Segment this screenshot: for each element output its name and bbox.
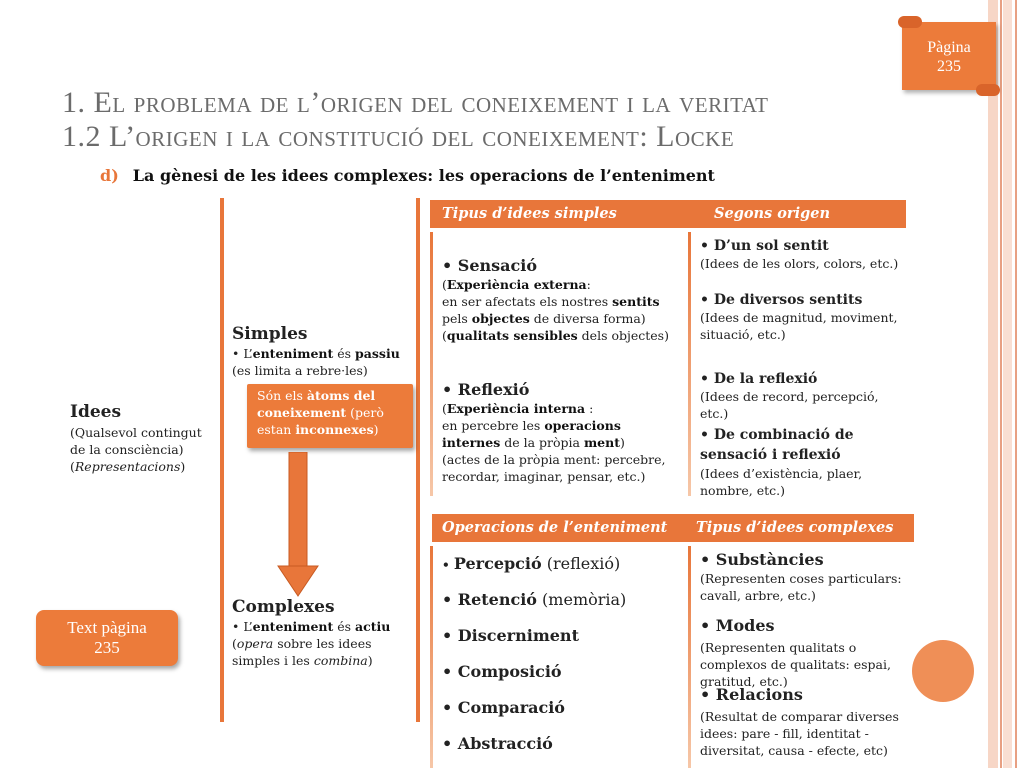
reflexio-line-3 xyxy=(442,434,686,451)
sensacio-l3a: pels xyxy=(442,311,472,326)
simples-block xyxy=(232,324,412,379)
operation-item: • Discerniment xyxy=(442,626,579,645)
complex-type-3-title: • Relacions xyxy=(700,685,803,704)
complexes-line-1 xyxy=(232,618,416,635)
bottom-header-left: Operacions de l’enteniment xyxy=(442,519,668,536)
operation-name-3: Discerniment xyxy=(457,626,579,645)
atoms-line-2 xyxy=(257,404,413,421)
reflexio-line-1: (Experiència interna : xyxy=(442,401,594,416)
atoms-b3: inconnexes xyxy=(295,422,374,437)
bottom-header-right: Tipus d’idees complexes xyxy=(696,519,894,536)
title-line-2: 1.2 L’origen i la constitució del coneixement: Locke xyxy=(62,120,735,153)
sensacio-l1b: Experiència externa xyxy=(446,277,587,292)
complex-type-3 xyxy=(700,685,914,759)
middle-vertical-line xyxy=(416,198,420,722)
ideas-desc-2: de la consciència) xyxy=(70,442,184,457)
sensacio-title: • Sensació xyxy=(442,256,538,275)
atoms-b1: àtoms del xyxy=(306,388,376,403)
complex-type-3-desc: (Resultat de comparar diverses idees: pare - fill, identitat - diversitat, causa - efecte, etc) xyxy=(700,709,899,758)
sensacio-l3b: objectes xyxy=(471,311,530,326)
stripe-light-2 xyxy=(1003,0,1012,768)
ideas-desc-3: (Representacions) xyxy=(70,459,186,474)
complexes-combina: combina xyxy=(313,653,368,668)
sensacio-line-3 xyxy=(442,310,686,327)
simples-title: Simples xyxy=(232,324,308,344)
sensacio-l2a: en ser afectats els nostres xyxy=(442,294,613,309)
reflexio-line-5: recordar, imaginar, pensar, etc.) xyxy=(442,469,646,484)
complex-type-2-title: • Modes xyxy=(700,616,775,635)
badge-curl-bottom xyxy=(976,84,1000,96)
complexes-pre: • L’ xyxy=(232,619,253,634)
bottom-table-left-bar xyxy=(430,546,433,768)
complexes-title: Complexes xyxy=(232,597,335,617)
complexes-actiu: actiu xyxy=(355,619,391,634)
top-table-mid-bar xyxy=(688,232,691,496)
ideas-block xyxy=(70,402,220,475)
complex-type-1-desc: (Representen coses particulars: cavall, arbre, etc.) xyxy=(700,571,902,603)
operation-paren-1: (reflexió) xyxy=(541,554,621,573)
origin-item-2-desc: (Idees de magnitud, moviment, situació, etc.) xyxy=(700,310,898,342)
left-vertical-line xyxy=(220,198,224,722)
origin-item-2 xyxy=(700,292,910,343)
sensacio-block xyxy=(442,256,686,344)
complexes-enteniment: enteniment xyxy=(252,619,334,634)
bottom-table-header xyxy=(432,514,914,542)
top-header-left: Tipus d’idees simples xyxy=(442,205,617,222)
ideas-title: Idees xyxy=(70,402,122,422)
simples-line-2: (es limita a rebre·les) xyxy=(232,363,368,378)
top-table-left-bar xyxy=(430,232,433,496)
operation-item: • Composició xyxy=(442,662,562,681)
sensacio-l1post: : xyxy=(586,277,591,292)
complex-type-2 xyxy=(700,616,914,690)
complexes-l3a: simples i les xyxy=(232,653,314,668)
atoms-line-3 xyxy=(257,421,413,438)
ideas-desc-1: (Qualsevol contingut xyxy=(70,425,202,440)
origin-item-4-desc: (Idees d’existència, plaer, nombre, etc.) xyxy=(700,466,863,498)
subheading xyxy=(100,166,715,185)
origin-item-4 xyxy=(700,425,900,499)
down-arrow-icon xyxy=(276,452,320,598)
stripe-line-1 xyxy=(1000,0,1002,768)
operation-name-2: Retenció xyxy=(457,590,537,609)
origin-item-3-desc: (Idees de record, percepció, etc.) xyxy=(700,389,879,421)
sensacio-l3c: de diversa forma) xyxy=(529,311,646,326)
origin-item-3 xyxy=(700,371,910,422)
decorative-circle xyxy=(912,640,974,702)
reflexio-l3d: ment xyxy=(583,435,620,450)
operation-name-5: Comparació xyxy=(457,698,565,717)
top-table-header xyxy=(430,200,906,228)
reflexio-l2a: en percebre les xyxy=(442,418,545,433)
origin-item-2-title: • De diversos sentits xyxy=(700,292,863,308)
origin-item-3-title: • De la reflexió xyxy=(700,371,818,387)
atoms-box xyxy=(247,384,413,448)
origin-item-1-desc: (Idees de les olors, colors, etc.) xyxy=(700,256,899,271)
operation-item: • Comparació xyxy=(442,698,565,717)
origin-item-1 xyxy=(700,238,910,272)
operation-item: • Abstracció xyxy=(442,734,553,753)
simples-passiu: passiu xyxy=(355,346,400,361)
bottom-table-mid-bar xyxy=(688,546,691,768)
badge-line-2: 235 xyxy=(937,58,961,75)
atoms-b2: coneixement xyxy=(257,405,347,420)
title-line-1: 1. El problema de l’origen del coneixement i la veritat xyxy=(62,86,769,119)
sensacio-l4c: dels objectes) xyxy=(577,328,669,343)
reflexio-block xyxy=(442,380,686,485)
complex-type-2-desc: (Representen qualitats o complexos de qualitats: espai, gratitud, etc.) xyxy=(700,640,891,689)
sensacio-line-1: (Experiència externa: xyxy=(442,277,591,292)
complexes-line-2: (opera sobre les idees xyxy=(232,636,372,651)
reflexio-l3e: ) xyxy=(619,435,625,450)
text-page-button-line-1: Text pàgina xyxy=(67,618,147,637)
atoms-mid: (però xyxy=(346,405,384,420)
sensacio-line-2 xyxy=(442,293,686,310)
sensacio-l4b: qualitats sensibles xyxy=(446,328,578,343)
sensacio-line-4: (qualitats sensibles dels objectes) xyxy=(442,328,669,343)
reflexio-l1post: : xyxy=(585,401,594,416)
reflexio-line-2 xyxy=(442,417,686,434)
origin-item-1-title: • D’un sol sentit xyxy=(700,238,829,254)
operation-name-4: Composició xyxy=(457,662,562,681)
complexes-block xyxy=(232,597,416,669)
simples-pre: • L’ xyxy=(232,346,253,361)
origin-item-4-title: • De combinació de sensació i reflexió xyxy=(700,427,854,463)
badge-curl-top xyxy=(898,16,922,28)
operation-name-1: Percepció xyxy=(453,554,542,573)
reflexio-l2b: operacions xyxy=(544,418,621,433)
text-page-button-line-2: 235 xyxy=(94,638,120,657)
simples-line-1 xyxy=(232,345,412,362)
complexes-opera: opera xyxy=(236,636,274,651)
complexes-mid: és xyxy=(333,619,356,634)
subheading-text: La gènesi de les idees complexes: les operacions de l’enteniment xyxy=(132,166,715,185)
simples-enteniment: enteniment xyxy=(252,346,334,361)
operation-name-6: Abstracció xyxy=(457,734,553,753)
stripe-line-2 xyxy=(1015,0,1017,768)
simples-mid: és xyxy=(333,346,356,361)
ideas-desc-3-italic: Representacions xyxy=(74,459,181,474)
reflexio-line-4: (actes de la pròpia ment: percebre, xyxy=(442,452,666,467)
operation-item: • Retenció (memòria) xyxy=(442,590,627,609)
badge-line-1: Pàgina xyxy=(927,39,971,56)
complexes-l2b: sobre les idees xyxy=(273,636,372,651)
complexes-line-3: simples i les combina) xyxy=(232,653,373,668)
reflexio-l3c: de la pròpia xyxy=(500,435,584,450)
subheading-letter: d) xyxy=(100,166,119,185)
reflexio-l1b: Experiència interna xyxy=(446,401,586,416)
operation-paren-2: (memòria) xyxy=(536,590,627,609)
complex-type-1 xyxy=(700,550,914,604)
sensacio-l2b: sentits xyxy=(612,294,660,309)
atoms-pre: Són els xyxy=(257,388,307,403)
atoms-post: ) xyxy=(373,422,379,437)
operation-item: • Percepció (reflexió) xyxy=(442,554,621,573)
reflexio-title: • Reflexió xyxy=(442,380,530,399)
page-badge[interactable] xyxy=(902,22,996,90)
stripe-light-1 xyxy=(988,0,998,768)
atoms-line-1 xyxy=(257,387,413,404)
reflexio-l3b: internes xyxy=(442,435,501,450)
complex-type-1-title: • Substàncies xyxy=(700,550,824,569)
text-page-button[interactable] xyxy=(36,610,178,666)
top-header-right: Segons origen xyxy=(714,205,830,222)
atoms-pre2: estan xyxy=(257,422,296,437)
